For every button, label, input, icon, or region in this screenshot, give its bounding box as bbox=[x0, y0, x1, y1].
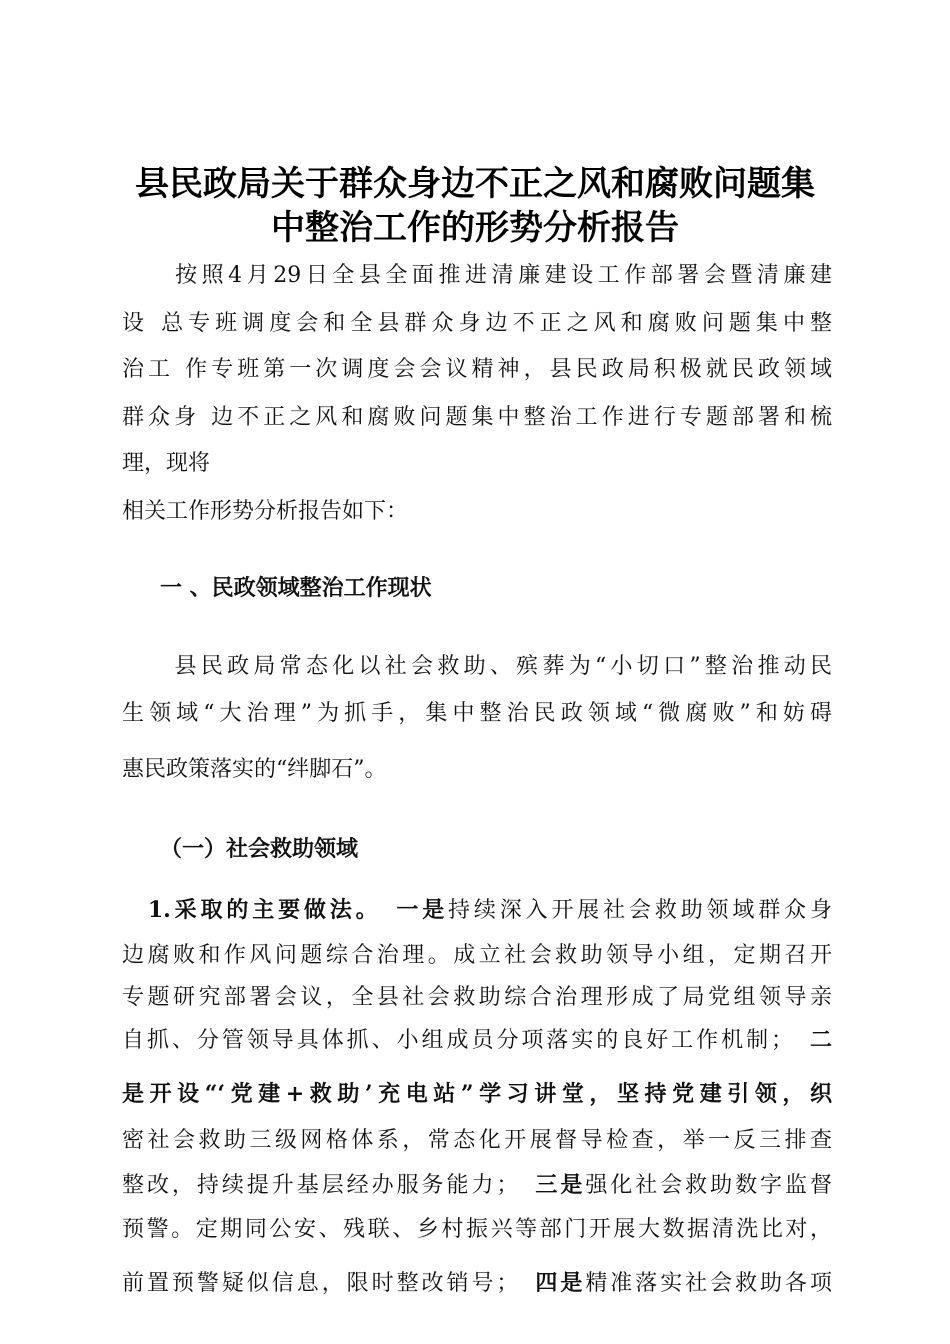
paragraph-1-line-8: 预警。定期同公安、残联、乡村振兴等部门开展大数据清洗比对， bbox=[122, 1217, 832, 1242]
section-1-heading: 一 、民政领域整治工作现状 bbox=[160, 575, 432, 601]
intro-line-3: 治工 作专班第一次调度会会议精神，县民政局积极就民政领域 bbox=[122, 357, 832, 382]
paragraph-1-line-9-rest: 精准落实社会救助各项 bbox=[585, 1271, 832, 1296]
keyword-fourth: 四是 bbox=[535, 1270, 586, 1296]
paragraph-1-line-9 bbox=[122, 1268, 832, 1299]
paragraph-1-line-1 bbox=[122, 895, 832, 926]
intro-line-2: 设 总专班调度会和全县群众身边不正之风和腐败问题集中整 bbox=[122, 311, 832, 336]
section-1-line-3: 惠民政策落实的“绊脚石”。 bbox=[122, 757, 387, 782]
paragraph-1-line-3: 专题研究部署会议，全县社会救助综合治理形成了局党组领导亲 bbox=[122, 985, 832, 1010]
paragraph-1-line-4-text: 自抓、分管领导具体抓、小组成员分项落实的良好工作机制； bbox=[122, 1028, 783, 1053]
intro-line-4: 群众身 边不正之风和腐败问题集中整治工作进行专题部署和梳 bbox=[122, 405, 832, 430]
paragraph-1-line-7-rest: 强化社会救助数字监督 bbox=[585, 1173, 832, 1198]
section-1-line-2: 生领域“大治理”为抓手，集中整治民政领域“微腐败”和妨碍 bbox=[122, 701, 832, 726]
paragraph-1-line-1-text: 持续深入开展社会救助领域群众身 bbox=[448, 898, 832, 923]
paragraph-1-line-6: 密社会救助三级网格体系，常态化开展督导检查，举一反三排查 bbox=[122, 1128, 832, 1153]
measures-label: 1.采取的主要做法。 bbox=[147, 897, 371, 923]
keyword-third: 三是 bbox=[535, 1172, 586, 1198]
paragraph-1-line-4 bbox=[122, 1025, 832, 1056]
document-title-line-1: 县民政局关于群众身边不正之风和腐败问题集 bbox=[135, 164, 815, 204]
intro-line-1: 按照4月29日全县全面推进清廉建设工作部署会暨清廉建 bbox=[122, 263, 832, 288]
keyword-first: 一是 bbox=[396, 897, 449, 923]
document-title-line-2: 中整治工作的形势分析报告 bbox=[271, 208, 679, 248]
paragraph-1-line-5: 是开设“‘党建+救助’充电站”学习讲堂，坚持党建引领，织 bbox=[122, 1081, 832, 1107]
paragraph-1-line-2: 边腐败和作风问题综合治理。成立社会救助领导小组，定期召开 bbox=[122, 943, 832, 968]
section-1-line-1: 县民政局常态化以社会救助、殡葬为“小切口”整治推动民 bbox=[122, 654, 832, 679]
paragraph-1-line-7-text: 整改，持续提升基层经办服务能力； bbox=[122, 1173, 508, 1198]
subsection-1-heading: （一）社会救助领域 bbox=[160, 836, 359, 862]
intro-line-5: 理，现将 bbox=[122, 451, 211, 476]
paragraph-1-line-9-text: 前置预警疑似信息，限时整改销号； bbox=[122, 1271, 508, 1296]
paragraph-1-line-7 bbox=[122, 1170, 832, 1201]
intro-tail: 相关工作形势分析报告如下： bbox=[122, 499, 409, 524]
keyword-second-start: 二 bbox=[809, 1027, 832, 1053]
